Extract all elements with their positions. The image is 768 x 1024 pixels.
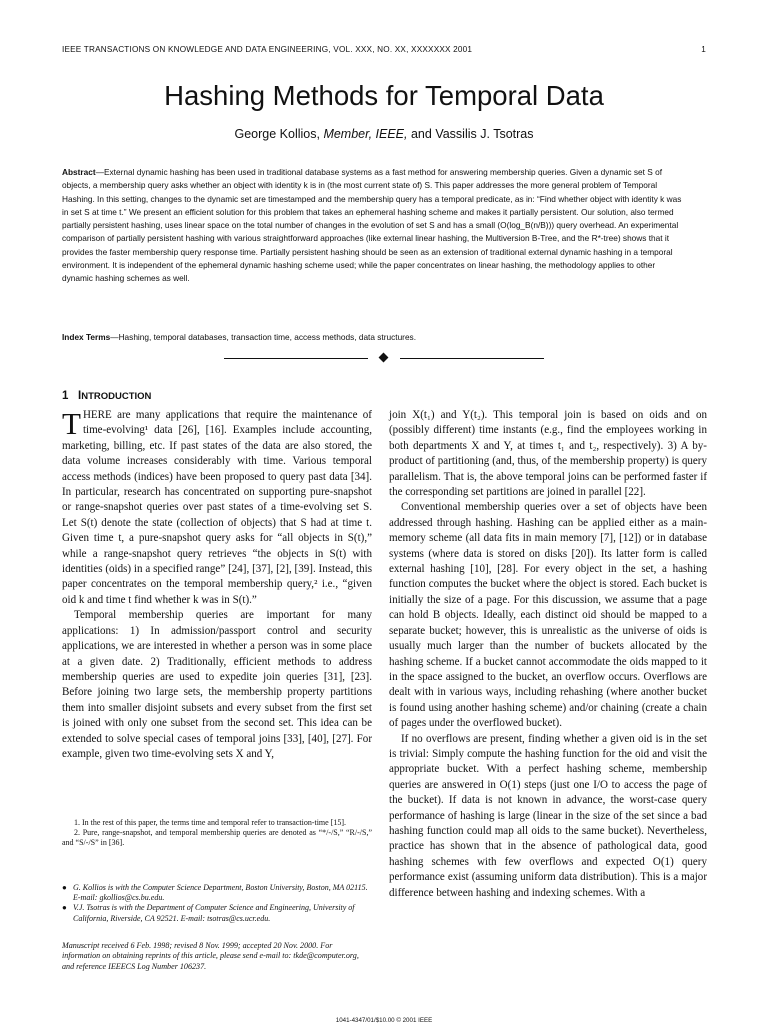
section-number: 1: [62, 390, 69, 402]
paragraph: Conventional membership queries over a set of objects have been addressed through hashing. Hashing can be applied either as a main-memory scheme (all data fits in main memory [7], [12]) or in database systems (where data is stored on disks [20]). Its latter form is called external hashing [10], [28]. For every object in the set, a hashing function computes the bucket where the object is stored. Each bucket is initially the size of a page. For this discussion, we assume that a page can hold B objects. Ideally, each distinct oid should be mapped to a separate bucket; however, this is unrealistic as the universe of oids is usually much larger than the number of buckets allocated by the hashing scheme. If a bucket cannot accommodate the oids mapped to it in the space assigned to the bucket, an overflow occurs. Overflows are dealt with in various ways, including rehashing (where another bucket is found using another hashing scheme) and/or chaining (create a chain of pages under the overflowed bucket).: [389, 501, 707, 730]
index-terms: [62, 331, 682, 344]
paper-title: Hashing Methods for Temporal Data: [164, 80, 604, 111]
index-terms-label: Index Terms: [62, 332, 111, 342]
abstract-label: Abstract: [62, 167, 96, 177]
index-terms-text: —Hashing, temporal databases, transaction time, access methods, data structures.: [110, 332, 417, 342]
lead-word: HERE: [82, 409, 112, 421]
abstract: [62, 166, 682, 286]
paragraph: Temporal membership queries are important for many applications: 1) In admission/passport control and security applications, we are interested in whether a person was in some place at a given date. 2) Traditionally, efficient methods to address membership queries are used to expedite join queries [31], [23]. Before joining two large sets, the membership property partitions them into smaller disjoint subsets and every subset from the first set is joined with only one subset from the second set. This idea can be extended to solve special cases of temporal joins [33], [40], [27]. For example, given two time-evolving sets X and Y,: [62, 609, 372, 760]
bullet-icon: ●: [62, 883, 67, 892]
section-title-rest: NTRODUCTION: [81, 391, 152, 402]
abstract-text: —External dynamic hashing has been used in traditional database systems as a fast method for answering membership queries. Given a dynamic set S of objects, a membership query asks whether an object with identity k is in (the most current state of) S. This paper addresses the more general problem of Temporal Hashing. In this setting, changes to the dynamic set are timestamped and the membership query has a temporal predicate, as in: “Find whether object with identity k was in set S at time t.” We present an efficient solution for this problem that takes an ephemeral hashing scheme and makes it partially persistent. Our solution, also termed partially persistent hashing, uses linear space on the total number of changes in the evolution of set S and has a small (O(log_B(n/B))) query overhead. An experimental comparison of partially persistent hashing with various straightforward approaches (like external linear hashing, the Multiversion B-Tree, and the R*-tree) shows that it provides the faster membership query response time. Partially persistent hashing should be seen as an extension of traditional external dynamic hashing in a temporal environment. It is independent of the ephemeral dynamic hashing scheme used; while the paper concentrates on linear hashing, the methodology applies to other dynamic hashing schemes as well.: [62, 167, 682, 284]
author-1-membership: Member, IEEE,: [323, 127, 408, 141]
section-title-initial: I: [78, 390, 82, 402]
affiliation-item: ● G. Kollios is with the Computer Science Department, Boston University, Boston, MA 02115. E-mail: gkollios@cs.bu.edu.: [62, 883, 368, 903]
page-number: 1: [701, 45, 706, 54]
section-heading: [62, 390, 151, 402]
footnote-2: 2. Pure, range-snapshot, and temporal membership queries are denoted as “*/-/S,” “R/-/S,” and “S/-/S” in [36].: [62, 828, 372, 847]
section-divider: [224, 354, 544, 362]
running-header: [62, 45, 706, 54]
bullet-icon: ●: [62, 903, 67, 913]
drop-cap: T: [62, 406, 81, 441]
paragraph: THERE are many applications that require the maintenance of time-evolving¹ data [26], [16]. Examples include accounting, marketing, billing, etc. If past states of the data are also stored, the data volume increases considerably with time. Various temporal access methods (indices) have been proposed to query past data [34]. In particular, research has concentrated on supporting pure-snapshot or range-snapshot queries over past states of a time-evolving set S. Let S(t) denote the state (collection of objects) that S had at time t. Given time t, a pure-snapshot query asks for “all objects in S(t),” while a range-snapshot query retrieves “the objects in S(t) with identities (oids) in a specified range” [24], [37], [2], [39]. Instead, this paper concentrates on the temporal membership query,² i.e., “given oid k and time t find whether k was in S(t).”: [62, 406, 372, 606]
paragraph: join X(t₁) and Y(t₂). This temporal join is based on oids and on (possibly different) time instants (e.g., find the employees working in both departments X and Y, at times t₁ and t₂, respectively). 3) A by-product of partitioning (and, thus, of the membership property) is query parallelism. That is, the above temporal joins can be performed faster if the corresponding set partitions are joined in parallel [22].: [389, 409, 707, 499]
paragraph: If no overflows are present, finding whether a given oid is in the set is trivial: Simply compute the hashing function for the oid and visit the appropriate bucket. With a perfect hashing scheme, membership queries are answered in O(1) steps (just one I/O to access the page of the bucket). If data is not known in advance, the worst-case query performance of hashing is large (linear in the size of the set since a bad hashing function could map all oids to the same bucket). Nevertheless, practice has shown that in the absence of pathological data, good hashing schemes with few overflows and expected O(1) query performance exist (assuming uniform data distribution). This is a major difference between hashing and indexing schemes. With a: [389, 732, 707, 899]
author-2: and Vassilis J. Tsotras: [410, 127, 534, 141]
diamond-icon: [379, 353, 389, 363]
affiliation-item: ● V.J. Tsotras is with the Department of Computer Science and Engineering, University of California, Riverside, CA 92521. E-mail: tsotras@cs.ucr.edu.: [62, 903, 355, 923]
body-column-left: [62, 408, 372, 762]
copyright-line: 1041-4347/01/$10.00 © 2001 IEEE: [335, 1017, 433, 1024]
journal-info: IEEE TRANSACTIONS ON KNOWLEDGE AND DATA ENGINEERING, VOL. XXX, NO. XX, XXXXXXX 2001: [62, 45, 473, 54]
body-column-right: [389, 408, 707, 901]
footnote-1: 1. In the rest of this paper, the terms time and temporal refer to transaction-time [15].: [74, 818, 347, 827]
manuscript-note: Manuscript received 6 Feb. 1998; revised 8 Nov. 1999; accepted 20 Nov. 2000. For information on obtaining reprints of this article, please send e-mail to: tkde@computer.org, and reference IEEECS Log Number 106237.: [62, 941, 359, 971]
author-1: George Kollios,: [234, 127, 320, 141]
authors: [0, 127, 768, 141]
footnotes: [62, 818, 372, 848]
affiliations: [62, 883, 372, 924]
